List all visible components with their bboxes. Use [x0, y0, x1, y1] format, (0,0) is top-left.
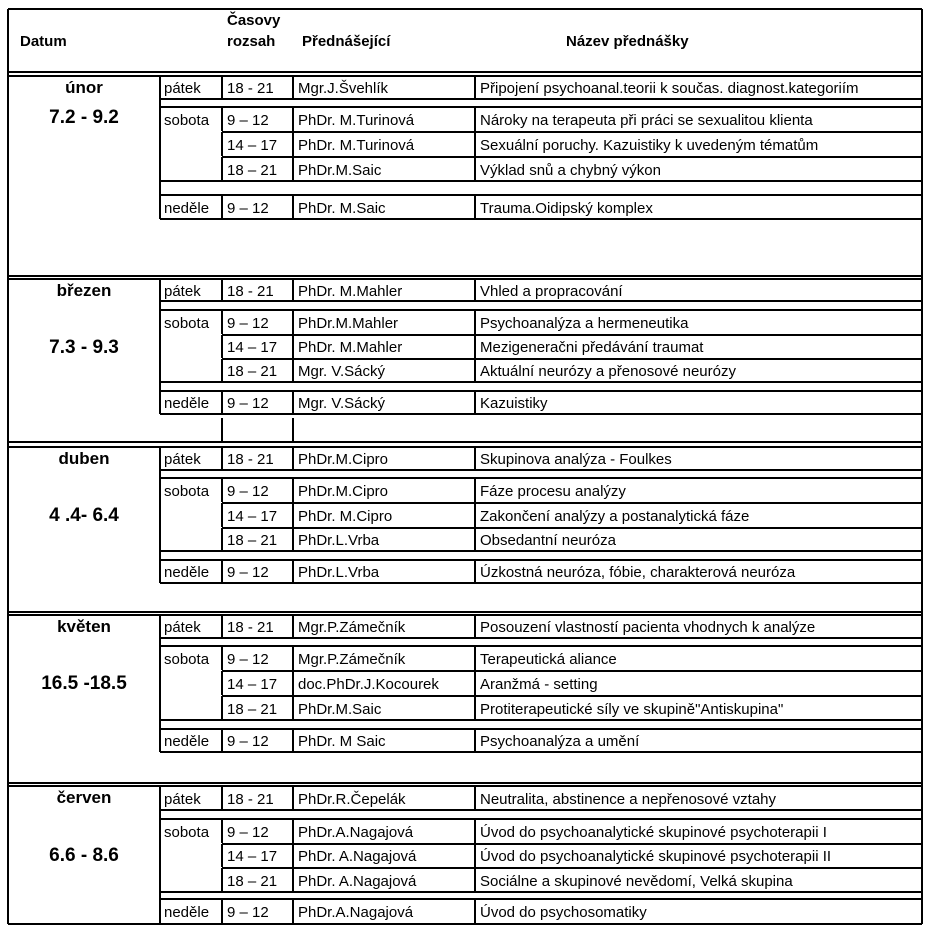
day-block-line — [159, 310, 161, 382]
day-cell: sobota — [164, 824, 210, 841]
row-top-line — [222, 843, 922, 845]
row-top-line — [222, 670, 922, 672]
time-cell: 18 – 21 — [227, 532, 278, 549]
row-top-line — [160, 278, 922, 280]
col-divider-title — [474, 615, 476, 638]
col-divider-lecturer — [292, 868, 294, 892]
lecturer-cell: PhDr.L.Vrba — [298, 532, 380, 549]
col-divider-lecturer — [292, 696, 294, 720]
header-casovy: Časovy — [227, 12, 281, 29]
row-top-line — [160, 559, 922, 561]
row-top-line — [222, 358, 922, 360]
col-divider-lecturer — [292, 447, 294, 470]
col-divider-title — [474, 646, 476, 670]
title-cell: Úvod do psychoanalytické skupinové psychoterapii II — [480, 848, 832, 865]
day-block-line — [159, 107, 161, 181]
col-divider-lecturer — [292, 478, 294, 502]
day-block-line — [159, 646, 161, 720]
col-divider-time — [221, 696, 223, 720]
col-divider-title — [474, 478, 476, 502]
lecturer-cell: PhDr. M.Cipro — [298, 508, 393, 525]
time-cell: 9 – 12 — [227, 651, 269, 668]
row-top-line — [160, 818, 922, 820]
col-divider-lecturer — [292, 391, 294, 414]
header-nazev: Název přednášky — [566, 33, 689, 50]
lecturer-cell: Mgr.J.Švehlík — [298, 80, 389, 97]
col-divider-lecturer — [292, 76, 294, 99]
time-cell: 18 - 21 — [227, 80, 274, 97]
month-dates: 6.6 - 8.6 — [49, 845, 119, 866]
row-bottom-line — [160, 550, 922, 552]
lecturer-cell: PhDr.M.Mahler — [298, 315, 399, 332]
row-top-line — [160, 898, 922, 900]
col-divider-lecturer — [292, 899, 294, 924]
lecturer-cell: PhDr.R.Čepelák — [298, 791, 406, 808]
col-divider-title — [474, 819, 476, 843]
title-cell: Úvod do psychoanalytické skupinové psychoterapii I — [480, 824, 827, 841]
title-cell: Neutralita, abstinence a nepřenosové vztahy — [480, 791, 777, 808]
col-divider-time — [221, 528, 223, 551]
col-divider-time — [221, 844, 223, 867]
time-cell: 18 - 21 — [227, 451, 274, 468]
lecturer-cell: PhDr.M.Cipro — [298, 483, 389, 500]
time-cell: 18 – 21 — [227, 162, 278, 179]
month-top-line — [8, 75, 160, 77]
month-dates: 7.2 - 9.2 — [49, 107, 119, 128]
table-top-border — [8, 8, 922, 10]
month-dates: 7.3 - 9.3 — [49, 337, 119, 358]
col-divider-time — [221, 819, 223, 843]
row-bottom-line — [160, 413, 922, 415]
day-cell: pátek — [164, 619, 201, 636]
col-divider-lecturer — [292, 844, 294, 867]
time-cell: 14 – 17 — [227, 848, 278, 865]
row-bottom-line — [160, 469, 922, 471]
time-cell: 9 – 12 — [227, 395, 269, 412]
title-cell: Protiterapeutické síly ve skupině"Antiskupina" — [480, 701, 784, 718]
lecturer-cell: doc.PhDr.J.Kocourek — [298, 676, 439, 693]
lecturer-cell: PhDr.M.Saic — [298, 701, 382, 718]
title-cell: Mezigeneračni předávání traumat — [480, 339, 704, 356]
time-cell: 18 – 21 — [227, 701, 278, 718]
col-divider-time — [221, 310, 223, 334]
row-bottom-line — [160, 582, 922, 584]
time-cell: 14 – 17 — [227, 676, 278, 693]
time-cell: 9 – 12 — [227, 315, 269, 332]
month-name: březen — [56, 281, 112, 300]
title-cell: Terapeutická aliance — [480, 651, 617, 668]
lecturer-cell: PhDr.A.Nagajová — [298, 904, 414, 921]
day-cell: neděle — [164, 200, 210, 217]
col-divider-title — [474, 528, 476, 551]
col-divider-time — [221, 107, 223, 131]
title-cell: Úzkostná neuróza, fóbie, charakterová neuróza — [480, 564, 796, 581]
section-gap-line — [8, 275, 922, 277]
lecturer-cell: Mgr. V.Sácký — [298, 363, 385, 380]
col-divider-title — [474, 560, 476, 583]
col-divider-time — [221, 195, 223, 219]
title-cell: Posouzení vlastností pacienta vhodnych k analýze — [480, 619, 816, 636]
day-cell: sobota — [164, 651, 210, 668]
title-cell: Psychoanalýza a umění — [480, 733, 640, 750]
row-top-line — [160, 106, 922, 108]
col-divider-time — [221, 279, 223, 301]
lecturer-cell: PhDr.M.Saic — [298, 162, 382, 179]
row-top-line — [222, 156, 922, 158]
time-cell: 9 – 12 — [227, 200, 269, 217]
col-divider-time — [221, 335, 223, 358]
lecturer-cell: PhDr. M.Turinová — [298, 137, 415, 154]
col-divider-lecturer — [292, 279, 294, 301]
row-top-line — [222, 334, 922, 336]
col-divider-lecturer — [292, 528, 294, 551]
title-cell: Vhled a propracování — [480, 283, 623, 300]
col-divider-time — [221, 478, 223, 502]
time-cell: 9 – 12 — [227, 112, 269, 129]
row-top-line — [160, 477, 922, 479]
col-divider-lecturer — [292, 646, 294, 670]
title-cell: Psychoanalýza a hermeneutika — [480, 315, 689, 332]
lecturer-cell: PhDr. A.Nagajová — [298, 848, 417, 865]
row-top-line — [222, 527, 922, 529]
month-top-line — [8, 785, 160, 787]
row-top-line — [160, 194, 922, 196]
time-cell: 18 – 21 — [227, 873, 278, 890]
month-top-line — [8, 446, 160, 448]
time-cell: 18 – 21 — [227, 363, 278, 380]
time-cell: 9 – 12 — [227, 733, 269, 750]
col-divider-lecturer — [292, 335, 294, 358]
title-cell: Skupinova analýza - Foulkes — [480, 451, 672, 468]
col-divider-title — [474, 310, 476, 334]
col-divider-time — [221, 391, 223, 414]
section-gap-line — [8, 611, 922, 613]
row-top-line — [160, 75, 922, 77]
col-divider-time — [221, 729, 223, 752]
col-divider-time — [221, 157, 223, 181]
title-cell: Připojení psychoanal.teorii k součas. diagnost.kategoriím — [480, 80, 859, 97]
col-divider-title — [474, 899, 476, 924]
time-cell: 18 - 21 — [227, 619, 274, 636]
lecturer-cell: PhDr. M.Mahler — [298, 339, 403, 356]
title-cell: Sociálne a skupinové nevědomí, Velká skupina — [480, 873, 793, 890]
time-cell: 9 – 12 — [227, 824, 269, 841]
col-divider-lecturer — [292, 310, 294, 334]
col-divider-time — [221, 359, 223, 382]
row-bottom-line — [160, 180, 922, 182]
col-divider-lecturer — [292, 132, 294, 156]
row-bottom-line — [160, 381, 922, 383]
day-cell: pátek — [164, 791, 201, 808]
day-cell: sobota — [164, 483, 210, 500]
month-top-line — [8, 278, 160, 280]
col-divider-time — [221, 76, 223, 99]
col-divider-title — [474, 335, 476, 358]
lecturer-cell: PhDr. M.Saic — [298, 200, 386, 217]
title-cell: Zakončení analýzy a postanalytická fáze — [480, 508, 750, 525]
col-divider-title — [474, 132, 476, 156]
lecturer-cell: PhDr. M Saic — [298, 733, 386, 750]
row-top-line — [222, 502, 922, 504]
time-cell: 18 - 21 — [227, 283, 274, 300]
col-divider-lecturer — [292, 671, 294, 695]
col-divider-lecturer — [292, 819, 294, 843]
col-divider-time — [221, 615, 223, 638]
time-cell: 9 – 12 — [227, 904, 269, 921]
section-gap-line — [8, 782, 922, 784]
month-name: únor — [65, 78, 103, 97]
title-cell: Fáze procesu analýzy — [480, 483, 626, 500]
header-datum: Datum — [20, 33, 67, 50]
lecturer-cell: PhDr.M.Cipro — [298, 451, 389, 468]
row-top-line — [160, 645, 922, 647]
row-bottom-line — [160, 751, 922, 753]
time-cell: 18 - 21 — [227, 791, 274, 808]
title-cell: Trauma.Oidipský komplex — [480, 200, 653, 217]
title-cell: Kazuistiky — [480, 395, 548, 412]
day-cell: neděle — [164, 733, 210, 750]
col-divider-time — [221, 868, 223, 892]
header-rozsah: rozsah — [227, 33, 276, 50]
col-divider-title — [474, 729, 476, 752]
row-top-line — [160, 614, 922, 616]
title-cell: Sexuální poruchy. Kazuistiky k uvedeným tématům — [480, 137, 819, 154]
col-divider-time — [221, 447, 223, 470]
time-cell: 14 – 17 — [227, 137, 278, 154]
day-block-line — [159, 478, 161, 551]
day-block-line — [159, 819, 161, 892]
col-divider-time — [221, 560, 223, 583]
day-cell: sobota — [164, 112, 210, 129]
day-cell: neděle — [164, 904, 210, 921]
title-cell: Nároky na terapeuta při práci se sexualitou klienta — [480, 112, 813, 129]
col-divider-title — [474, 279, 476, 301]
month-name: duben — [58, 449, 110, 468]
col-divider-lecturer — [292, 615, 294, 638]
lecturer-cell: PhDr. M.Turinová — [298, 112, 415, 129]
col-divider-lecturer — [292, 786, 294, 810]
lecturer-cell: Mgr. V.Sácký — [298, 395, 385, 412]
lecturer-cell: PhDr.L.Vrba — [298, 564, 380, 581]
col-divider-title — [474, 195, 476, 219]
col-divider-lecturer — [292, 729, 294, 752]
col-divider-title — [474, 503, 476, 527]
title-cell: Aranžmá - setting — [480, 676, 598, 693]
col-divider-title — [474, 447, 476, 470]
row-top-line — [222, 867, 922, 869]
col-divider-title — [474, 844, 476, 867]
title-cell: Aktuální neurózy a přenosové neurózy — [480, 363, 736, 380]
day-cell: pátek — [164, 451, 201, 468]
row-bottom-line — [160, 98, 922, 100]
title-cell: Obsedantní neuróza — [480, 532, 616, 549]
day-cell: neděle — [164, 564, 210, 581]
time-cell: 14 – 17 — [227, 508, 278, 525]
col-divider-lecturer — [292, 107, 294, 131]
col-divider-title — [474, 868, 476, 892]
col-divider-time — [221, 646, 223, 670]
row-bottom-line — [160, 923, 922, 925]
col-divider-time — [221, 132, 223, 156]
col-divider-title — [474, 696, 476, 720]
row-bottom-line — [160, 719, 922, 721]
col-divider-title — [474, 76, 476, 99]
row-bottom-line — [160, 300, 922, 302]
section-gap-line — [8, 441, 922, 443]
col-divider-title — [474, 107, 476, 131]
day-cell: pátek — [164, 80, 201, 97]
lecturer-cell: PhDr. M.Mahler — [298, 283, 403, 300]
empty-cell-line — [221, 418, 223, 442]
time-cell: 9 – 12 — [227, 483, 269, 500]
col-divider-title — [474, 786, 476, 810]
lecturer-cell: Mgr.P.Zámečník — [298, 651, 406, 668]
row-top-line — [160, 728, 922, 730]
col-divider-lecturer — [292, 503, 294, 527]
month-dates: 4 .4- 6.4 — [49, 505, 119, 526]
day-cell: neděle — [164, 395, 210, 412]
header-prednasejici: Přednášející — [302, 33, 391, 50]
row-top-line — [222, 695, 922, 697]
col-divider-lecturer — [292, 157, 294, 181]
time-cell: 14 – 17 — [227, 339, 278, 356]
title-cell: Úvod do psychosomatiky — [480, 904, 647, 921]
col-divider-time — [221, 899, 223, 924]
col-divider-lecturer — [292, 195, 294, 219]
row-top-line — [160, 785, 922, 787]
month-dates: 16.5 -18.5 — [41, 673, 127, 694]
row-bottom-line — [160, 891, 922, 893]
lecturer-cell: Mgr.P.Zámečník — [298, 619, 406, 636]
row-top-line — [222, 131, 922, 133]
col-divider-time — [221, 503, 223, 527]
col-divider-lecturer — [292, 359, 294, 382]
month-name: květen — [57, 617, 111, 636]
lecturer-cell: PhDr. A.Nagajová — [298, 873, 417, 890]
row-top-line — [160, 390, 922, 392]
row-bottom-line — [160, 809, 922, 811]
lecturer-cell: PhDr.A.Nagajová — [298, 824, 414, 841]
col-divider-title — [474, 157, 476, 181]
day-cell: sobota — [164, 315, 210, 332]
col-divider-time — [221, 671, 223, 695]
day-cell: pátek — [164, 283, 201, 300]
col-divider-title — [474, 359, 476, 382]
col-divider-title — [474, 391, 476, 414]
month-top-line — [8, 614, 160, 616]
col-divider-title — [474, 671, 476, 695]
header-separator — [8, 71, 922, 73]
time-cell: 9 – 12 — [227, 564, 269, 581]
row-bottom-line — [160, 218, 922, 220]
row-top-line — [160, 309, 922, 311]
col-divider-time — [221, 786, 223, 810]
title-cell: Výklad snů a chybný výkon — [480, 162, 661, 179]
row-bottom-line — [160, 637, 922, 639]
row-top-line — [160, 446, 922, 448]
empty-cell-line — [292, 418, 294, 442]
month-name: červen — [56, 788, 112, 807]
col-divider-lecturer — [292, 560, 294, 583]
